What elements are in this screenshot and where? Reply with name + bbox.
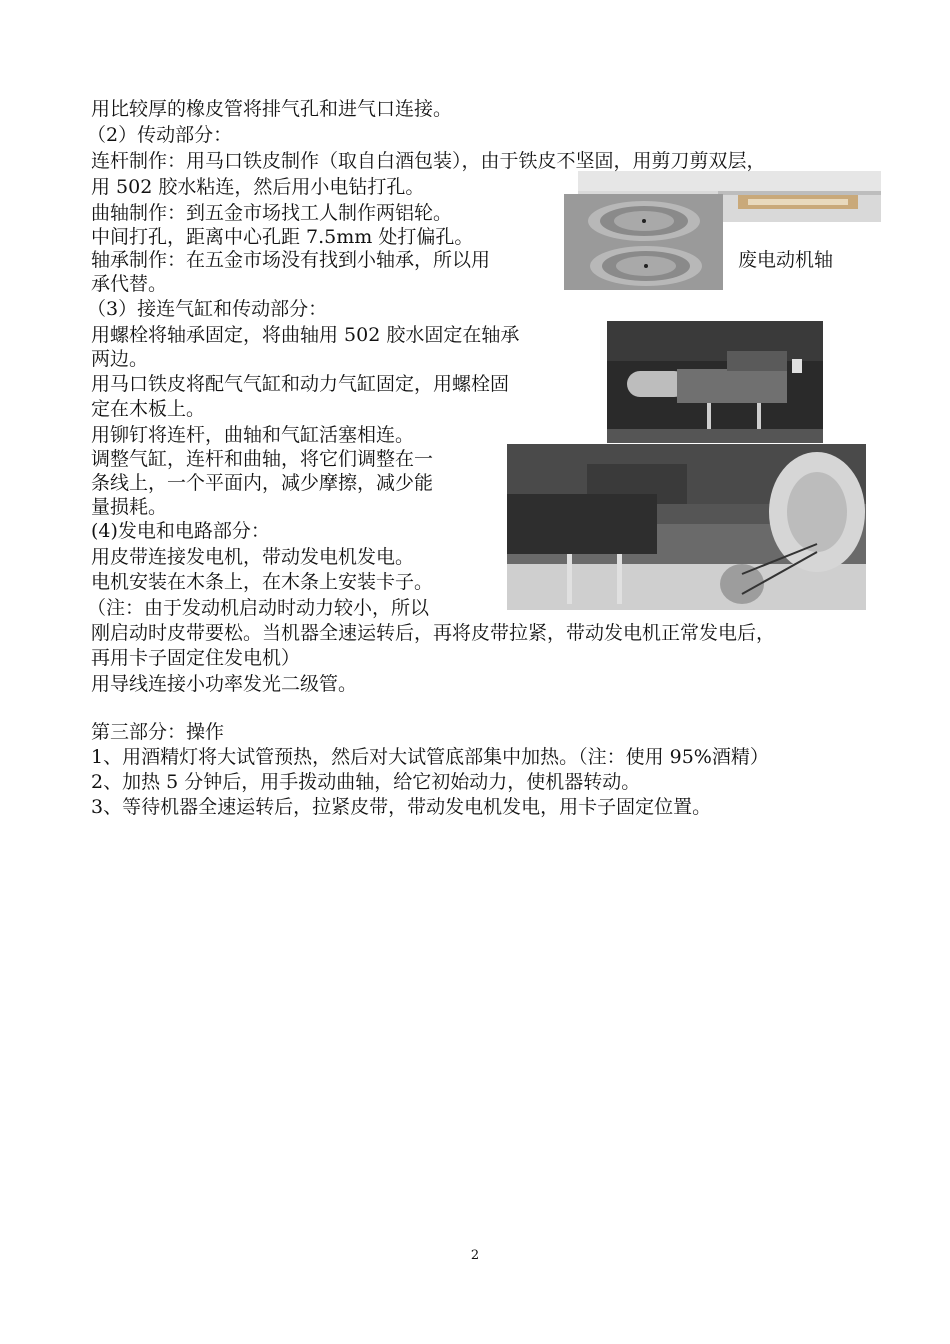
text-line: 废电动机轴	[738, 249, 834, 271]
text-line: 刚启动时皮带要松。当机器全速运转后，再将皮带拉紧，带动发电机正常发电后，	[91, 622, 776, 644]
page-number: 2	[470, 1248, 480, 1263]
text-line: （注：由于发动机启动时动力较小，所以	[87, 597, 430, 619]
cylinder-assembly-photo	[607, 321, 823, 443]
text-line: 调整气缸，连杆和曲轴，将它们调整在一	[91, 448, 434, 470]
text-line: 再用卡子固定住发电机）	[91, 647, 301, 669]
text-line: 用 502 胶水粘连，然后用小电钻打孔。	[91, 176, 425, 198]
text-line: 轴承制作：在五金市场没有找到小轴承，所以用	[91, 249, 491, 271]
text-line: (4)发电和电路部分：	[91, 520, 270, 542]
text-line: 定在木板上。	[91, 398, 206, 420]
text-line: 用螺栓将轴承固定，将曲轴用 502 胶水固定在轴承	[91, 324, 520, 346]
text-line: 1、用酒精灯将大试管预热，然后对大试管底部集中加热。（注：使用 95%酒精）	[91, 746, 769, 768]
text-line: 连杆制作：用马口铁皮制作（取自白酒包装），由于铁皮不坚固，用剪刀剪双层，	[91, 150, 766, 172]
text-line: 量损耗。	[91, 496, 168, 518]
text-line: 用导线连接小功率发光二级管。	[91, 673, 358, 695]
text-line: 两边。	[91, 348, 149, 370]
engine-assembly-photo	[507, 444, 866, 610]
section-heading: 第三部分：操作	[91, 721, 225, 743]
text-line: 用铆钉将连杆，曲轴和气缸活塞相连。	[91, 424, 415, 446]
text-line: 电机安装在木条上，在木条上安装卡子。	[91, 571, 434, 593]
text-line: 2、加热 5 分钟后，用手拨动曲轴，给它初始动力，使机器转动。	[91, 771, 641, 793]
text-line: 用比较厚的橡皮管将排气孔和进气口连接。	[91, 98, 453, 120]
text-line: 中间打孔，距离中心孔距 7.5mm 处打偏孔。	[91, 226, 474, 248]
text-line: 曲轴制作：到五金市场找工人制作两铝轮。	[91, 202, 453, 224]
text-line: 3、等待机器全速运转后，拉紧皮带，带动发电机发电，用卡子固定位置。	[91, 796, 712, 818]
text-line: 用马口铁皮将配气气缸和动力气缸固定，用螺栓固	[91, 373, 510, 395]
text-line: 条线上，一个平面内，减少摩擦，减少能	[91, 472, 434, 494]
aluminum-wheels-photo	[564, 194, 723, 290]
text-line: 承代替。	[91, 273, 168, 295]
text-line: （3）接连气缸和传动部分：	[87, 298, 328, 320]
text-line: （2）传动部分：	[87, 124, 233, 146]
text-line: 用皮带连接发电机，带动发电机发电。	[91, 546, 415, 568]
